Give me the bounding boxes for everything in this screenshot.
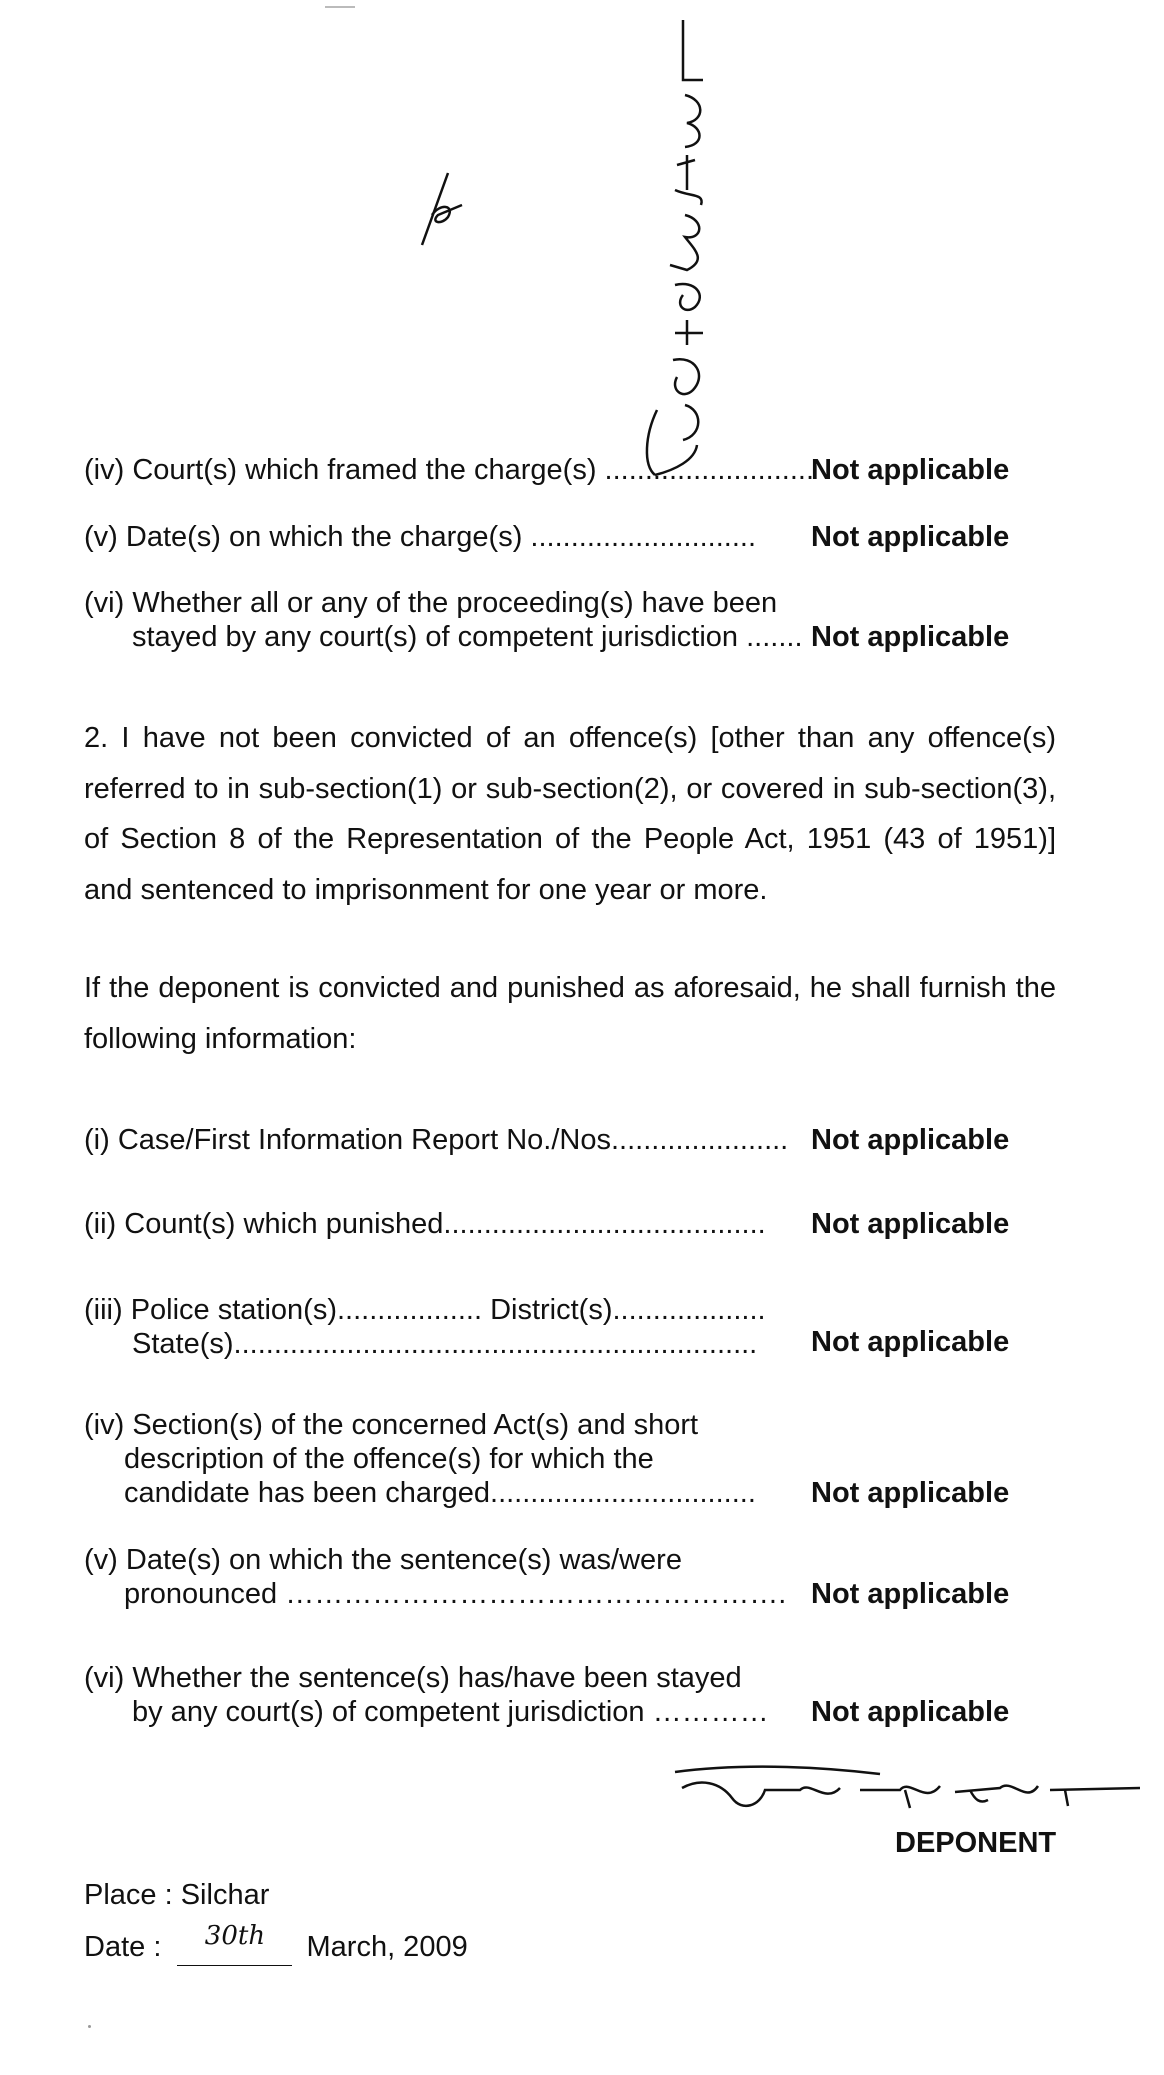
- row-label-line: (iv) Court(s) which framed the charge(s) ..........................: [84, 454, 815, 486]
- row-label-case-fir: [84, 1123, 788, 1157]
- row-value: Not applicable: [811, 1477, 1010, 1509]
- row-label-line: (ii) Count(s) which punished........................................: [84, 1208, 766, 1240]
- scan-speck: [88, 2025, 91, 2028]
- row-label-sections-act: [84, 1408, 756, 1510]
- place-line: Place : Silchar: [84, 1879, 270, 1911]
- row-label-court-punished: [84, 1207, 766, 1241]
- row-label-line: pronounced …………………………………………….: [124, 1578, 787, 1610]
- date-line: [84, 1921, 468, 1966]
- row-label-line: description of the offence(s) for which the: [124, 1443, 654, 1475]
- row-label-line: by any court(s) of competent jurisdiction …………: [132, 1696, 769, 1728]
- scan-speck: [325, 6, 355, 8]
- initial-mark: [410, 165, 470, 250]
- row-value: Not applicable: [811, 1208, 1010, 1240]
- row-value: Not applicable: [811, 1696, 1010, 1728]
- date-label: Date :: [84, 1931, 162, 1963]
- date-handwritten-value: 30th: [204, 1921, 266, 1951]
- row-label-line: (vi) Whether all or any of the proceeding(s) have been: [84, 587, 778, 619]
- row-value: Not applicable: [811, 1326, 1010, 1358]
- row-label-line: (v) Date(s) on which the charge(s) ............................: [84, 521, 757, 553]
- row-label-sentence-stayed: [84, 1661, 769, 1729]
- row-value: Not applicable: [811, 1124, 1010, 1156]
- row-label-proceedings-stayed: [84, 586, 803, 654]
- row-label-line: (vi) Whether the sentence(s) has/have been stayed: [84, 1662, 742, 1694]
- row-label-date-charge: [84, 520, 756, 554]
- row-label-line: (iv) Section(s) of the concerned Act(s) and short: [84, 1409, 699, 1441]
- row-value: Not applicable: [811, 621, 1010, 653]
- paragraph-deponent-instruction: If the deponent is convicted and punished as aforesaid, he shall furnish the following information:: [84, 972, 1056, 1055]
- deponent-signature: [670, 1760, 1150, 1830]
- vertical-handwritten-signature: [625, 15, 715, 475]
- date-handwritten-field: [177, 1921, 292, 1966]
- row-label-police-station: [84, 1293, 766, 1361]
- row-label-line: candidate has been charged.................................: [124, 1477, 756, 1509]
- row-label-line: (i) Case/First Information Report No./Nos......................: [84, 1124, 789, 1156]
- row-label-line: (iii) Police station(s).................. District(s)...................: [84, 1294, 766, 1326]
- row-label-court-framed-charge: [84, 453, 814, 487]
- date-suffix: March, 2009: [306, 1931, 468, 1963]
- row-label-line: (v) Date(s) on which the sentence(s) was/were: [84, 1544, 682, 1576]
- deponent-caption: DEPONENT: [895, 1827, 1057, 1859]
- row-label-line: State(s).................................................................: [132, 1328, 758, 1360]
- paragraph-conviction-statement: 2. I have not been convicted of an offence(s) [other than any offence(s) referred to in sub-section(1) or sub-section(2), or covered in sub-section(3), of Section 8 of the Representation of the People Act, 1951 (43 of 1951)] and sentenced to imprisonment for one year or more.: [84, 722, 1056, 906]
- row-value: Not applicable: [811, 1578, 1010, 1610]
- row-value: Not applicable: [811, 521, 1010, 553]
- row-label-line: stayed by any court(s) of competent jurisdiction .......: [132, 621, 803, 653]
- row-value: Not applicable: [811, 454, 1010, 486]
- row-label-date-sentence: [84, 1543, 786, 1611]
